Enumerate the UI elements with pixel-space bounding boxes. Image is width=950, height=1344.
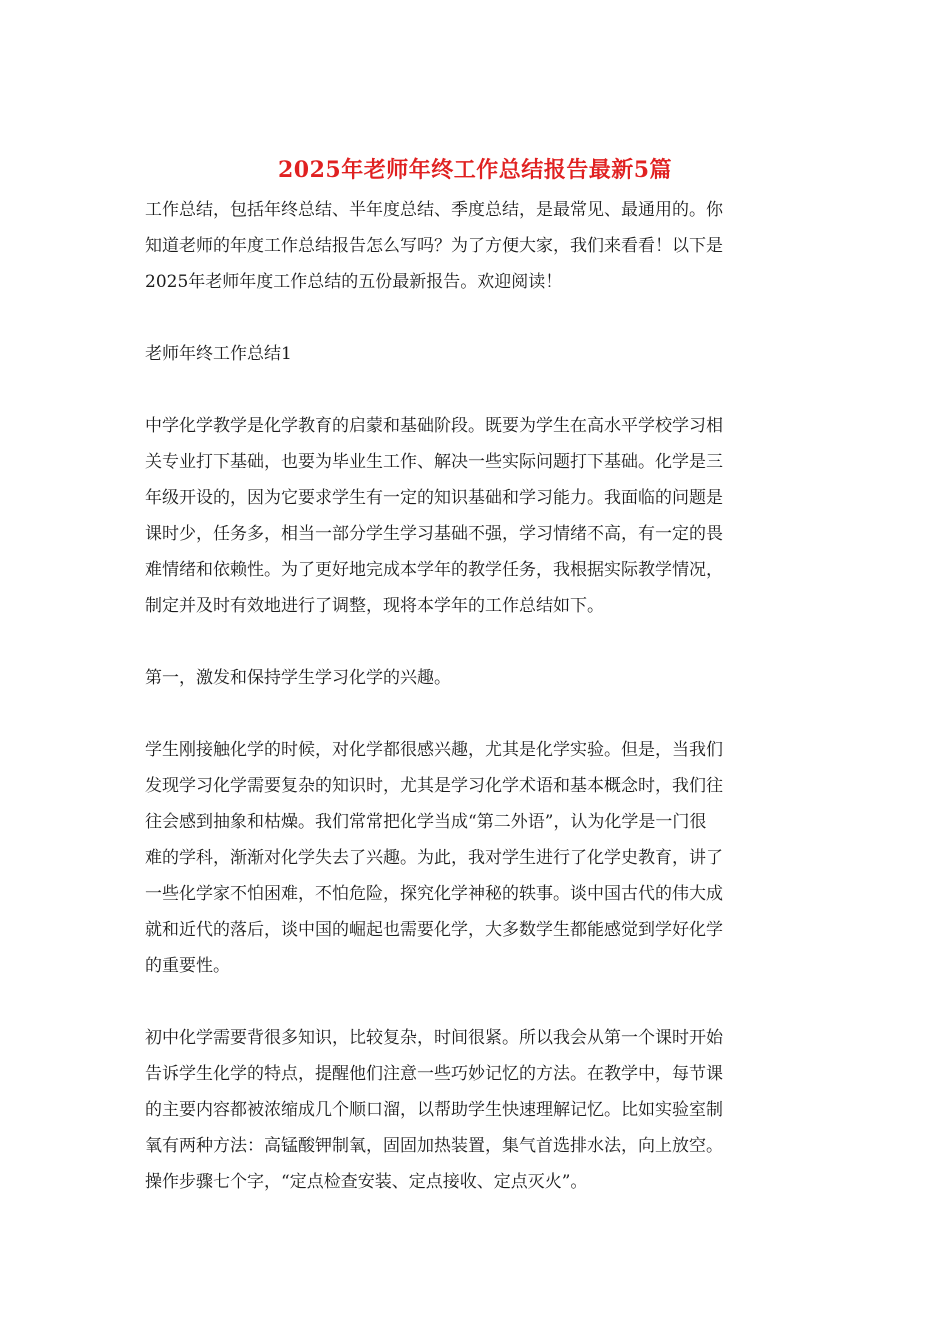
paragraph-gap [145, 300, 805, 336]
document-body [145, 192, 805, 1200]
text-line: 的重要性。 [145, 956, 230, 976]
text-line: 中学化学教学是化学教育的启蒙和基础阶段。既要为学生在高水平学校学习相 [145, 416, 723, 436]
text-line: 初中化学需要背很多知识，比较复杂，时间很紧。所以我会从第一个课时开始 [145, 1028, 723, 1048]
text-line: 发现学习化学需要复杂的知识时，尤其是学习化学术语和基本概念时，我们往 [145, 776, 723, 796]
paragraph-gap [145, 984, 805, 1020]
text-line: 第一，激发和保持学生学习化学的兴趣。 [145, 668, 451, 688]
text-line: 工作总结，包括年终总结、半年度总结、季度总结，是最常见、最通用的。你 [145, 200, 723, 220]
text-line: 年级开设的，因为它要求学生有一定的知识基础和学习能力。我面临的问题是 [145, 488, 723, 508]
text-line: 关专业打下基础，也要为毕业生工作、解决一些实际问题打下基础。化学是三 [145, 452, 723, 472]
text-line: 操作步骤七个字，“定点检查安装、定点接收、定点灭火”。 [145, 1172, 588, 1192]
text-line: 难情绪和依赖性。为了更好地完成本学年的教学任务，我根据实际教学情况， [145, 560, 723, 580]
text-line: 2025年老师年度工作总结的五份最新报告。欢迎阅读！ [145, 272, 563, 292]
text-line: 制定并及时有效地进行了调整，现将本学年的工作总结如下。 [145, 596, 604, 616]
paragraph-2 [145, 732, 805, 984]
point-heading-1 [145, 660, 805, 696]
text-line: 难的学科，渐渐对化学失去了兴趣。为此，我对学生进行了化学史教育，讲了 [145, 848, 723, 868]
text-line: 的主要内容都被浓缩成几个顺口溜，以帮助学生快速理解记忆。比如实验室制 [145, 1100, 723, 1120]
paragraph-gap [145, 372, 805, 408]
intro-paragraph [145, 192, 805, 300]
paragraph-gap [145, 696, 805, 732]
paragraph-1 [145, 408, 805, 624]
text-line: 告诉学生化学的特点，提醒他们注意一些巧妙记忆的方法。在教学中，每节课 [145, 1064, 723, 1084]
section-heading [145, 336, 805, 372]
document-title: 2025年老师年终工作总结报告最新5篇 [277, 157, 673, 183]
text-line: 就和近代的落后，谈中国的崛起也需要化学，大多数学生都能感觉到学好化学 [145, 920, 723, 940]
text-line: 老师年终工作总结1 [145, 344, 292, 364]
paragraph-3 [145, 1020, 805, 1200]
text-line: 课时少，任务多，相当一部分学生学习基础不强，学习情绪不高，有一定的畏 [145, 524, 723, 544]
text-line: 氧有两种方法：高锰酸钾制氧，固固加热装置，集气首选排水法，向上放空。 [145, 1136, 723, 1156]
text-line: 一些化学家不怕困难，不怕危险，探究化学神秘的轶事。谈中国古代的伟大成 [145, 884, 723, 904]
paragraph-gap [145, 624, 805, 660]
text-line: 往会感到抽象和枯燥。我们常常把化学当成“第二外语”，认为化学是一门很 [145, 812, 707, 832]
text-line: 知道老师的年度工作总结报告怎么写吗？为了方便大家，我们来看看！以下是 [145, 236, 723, 256]
text-line: 学生刚接触化学的时候，对化学都很感兴趣，尤其是化学实验。但是，当我们 [145, 740, 723, 760]
